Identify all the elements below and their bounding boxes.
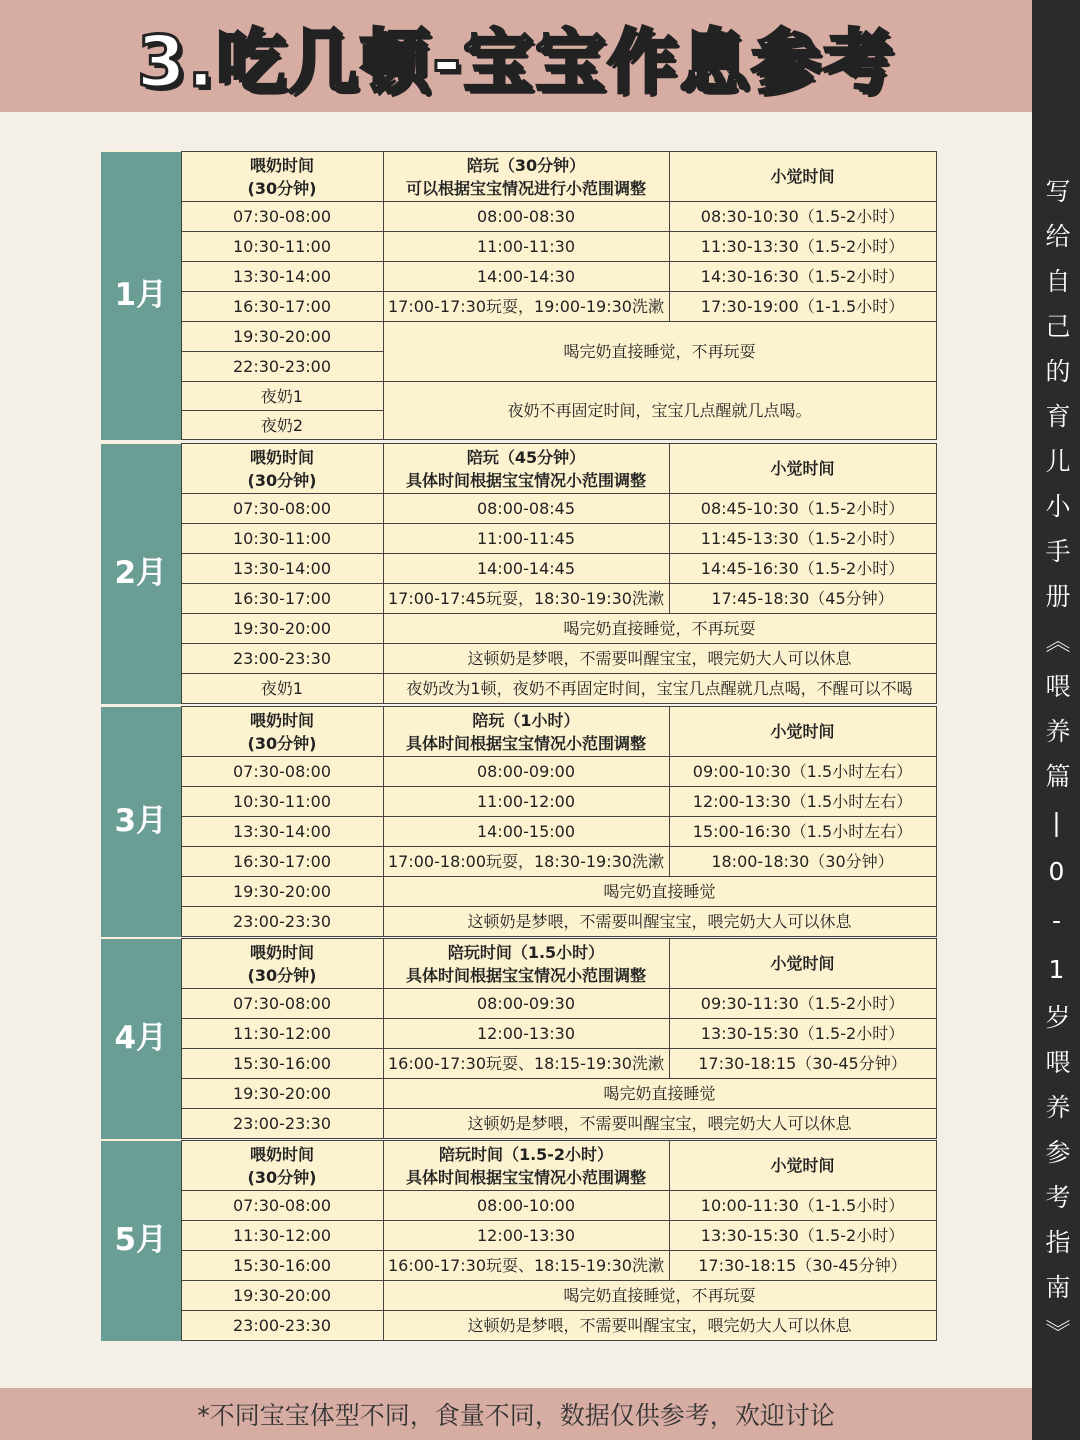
feed-cell: 16:30-17:00 (181, 292, 383, 322)
series-title: 写给自己的育儿小手册《喂养篇|0-1岁喂养参考指南》 (1042, 178, 1071, 1364)
nap-cell: 17:45-18:30（45分钟） (669, 584, 936, 614)
feed-cell: 07:30-08:00 (181, 757, 383, 787)
header-feed: 喂奶时间 (30分钟) (181, 444, 383, 494)
series-sidebar (1032, 0, 1080, 1440)
month-label: 5月 (101, 1141, 181, 1341)
nap-cell: 17:30-19:00（1-1.5小时） (669, 292, 936, 322)
feed-cell: 15:30-16:00 (181, 1251, 383, 1281)
feed-cell: 夜奶1 (181, 674, 383, 704)
play-cell: 12:00-13:30 (383, 1019, 669, 1049)
play-cell: 08:00-08:45 (383, 494, 669, 524)
play-cell: 17:00-17:30玩耍，19:00-19:30洗漱 (383, 292, 669, 322)
feed-cell: 10:30-11:00 (181, 232, 383, 262)
month-label: 1月 (101, 152, 181, 440)
feed-cell: 10:30-11:00 (181, 787, 383, 817)
merged-note-cell: 喝完奶直接睡觉，不再玩耍 (383, 614, 936, 644)
header-play: 陪玩时间（1.5小时） 具体时间根据宝宝情况小范围调整 (383, 939, 669, 989)
nap-cell: 08:30-10:30（1.5-2小时） (669, 202, 936, 232)
nap-cell: 18:00-18:30（30分钟） (669, 847, 936, 877)
feed-cell: 23:00-23:30 (181, 1109, 383, 1139)
play-cell: 11:00-11:30 (383, 232, 669, 262)
feed-cell: 16:30-17:00 (181, 584, 383, 614)
feed-cell: 夜奶2 (181, 411, 383, 440)
feed-cell: 13:30-14:00 (181, 817, 383, 847)
nap-cell: 14:45-16:30（1.5-2小时） (669, 554, 936, 584)
header-feed: 喂奶时间 (30分钟) (181, 707, 383, 757)
schedule-table-month-2 (101, 443, 937, 704)
header-play: 陪玩时间（1.5-2小时） 具体时间根据宝宝情况小范围调整 (383, 1141, 669, 1191)
feed-cell: 19:30-20:00 (181, 1281, 383, 1311)
merged-note-cell: 夜奶不再固定时间，宝宝几点醒就几点喝。 (383, 382, 936, 440)
schedule-table-month-3 (101, 706, 937, 937)
feed-cell: 19:30-20:00 (181, 614, 383, 644)
month-label: 4月 (101, 939, 181, 1139)
nap-cell: 08:45-10:30（1.5-2小时） (669, 494, 936, 524)
feed-cell: 13:30-14:00 (181, 554, 383, 584)
header-feed: 喂奶时间 (30分钟) (181, 939, 383, 989)
feed-cell: 22:30-23:00 (181, 352, 383, 382)
header-nap: 小觉时间 (669, 152, 936, 202)
play-cell: 16:00-17:30玩耍、18:15-19:30洗漱 (383, 1251, 669, 1281)
feed-cell: 11:30-12:00 (181, 1221, 383, 1251)
play-cell: 08:00-09:00 (383, 757, 669, 787)
feed-cell: 23:00-23:30 (181, 1311, 383, 1341)
feed-cell: 10:30-11:00 (181, 524, 383, 554)
nap-cell: 13:30-15:30（1.5-2小时） (669, 1221, 936, 1251)
feed-cell: 15:30-16:00 (181, 1049, 383, 1079)
header-feed: 喂奶时间 (30分钟) (181, 152, 383, 202)
merged-note-cell: 喝完奶直接睡觉 (383, 1079, 936, 1109)
nap-cell: 09:00-10:30（1.5小时左右） (669, 757, 936, 787)
feed-cell: 23:00-23:30 (181, 907, 383, 937)
feed-cell: 07:30-08:00 (181, 989, 383, 1019)
play-cell: 17:00-18:00玩耍，18:30-19:30洗漱 (383, 847, 669, 877)
schedule-table-month-4 (101, 938, 937, 1139)
merged-note-cell: 这顿奶是梦喂，不需要叫醒宝宝，喂完奶大人可以休息 (383, 644, 936, 674)
header-feed: 喂奶时间 (30分钟) (181, 1141, 383, 1191)
play-cell: 11:00-12:00 (383, 787, 669, 817)
feed-cell: 07:30-08:00 (181, 494, 383, 524)
play-cell: 08:00-08:30 (383, 202, 669, 232)
play-cell: 14:00-14:45 (383, 554, 669, 584)
feed-cell: 16:30-17:00 (181, 847, 383, 877)
month-label: 2月 (101, 444, 181, 704)
merged-note-cell: 喝完奶直接睡觉，不再玩耍 (383, 322, 936, 382)
play-cell: 12:00-13:30 (383, 1221, 669, 1251)
play-cell: 08:00-09:30 (383, 989, 669, 1019)
header-nap: 小觉时间 (669, 707, 936, 757)
header-play: 陪玩（45分钟） 具体时间根据宝宝情况小范围调整 (383, 444, 669, 494)
disclaimer-footer (0, 1388, 1032, 1440)
play-cell: 14:00-15:00 (383, 817, 669, 847)
feed-cell: 夜奶1 (181, 382, 383, 411)
nap-cell: 15:00-16:30（1.5小时左右） (669, 817, 936, 847)
merged-note-cell: 夜奶改为1顿，夜奶不再固定时间，宝宝几点醒就几点喝，不醒可以不喝 (383, 674, 936, 704)
schedule-table-month-5 (101, 1140, 937, 1341)
nap-cell: 17:30-18:15（30-45分钟） (669, 1251, 936, 1281)
month-label: 3月 (101, 707, 181, 937)
header-nap: 小觉时间 (669, 1141, 936, 1191)
header-nap: 小觉时间 (669, 939, 936, 989)
feed-cell: 23:00-23:30 (181, 644, 383, 674)
play-cell: 11:00-11:45 (383, 524, 669, 554)
feed-cell: 07:30-08:00 (181, 1191, 383, 1221)
nap-cell: 12:00-13:30（1.5小时左右） (669, 787, 936, 817)
nap-cell: 17:30-18:15（30-45分钟） (669, 1049, 936, 1079)
merged-note-cell: 这顿奶是梦喂，不需要叫醒宝宝，喂完奶大人可以休息 (383, 907, 936, 937)
play-cell: 08:00-10:00 (383, 1191, 669, 1221)
play-cell: 14:00-14:30 (383, 262, 669, 292)
nap-cell: 10:00-11:30（1-1.5小时） (669, 1191, 936, 1221)
feed-cell: 07:30-08:00 (181, 202, 383, 232)
nap-cell: 11:30-13:30（1.5-2小时） (669, 232, 936, 262)
play-cell: 17:00-17:45玩耍，18:30-19:30洗漱 (383, 584, 669, 614)
header-nap: 小觉时间 (669, 444, 936, 494)
feed-cell: 19:30-20:00 (181, 877, 383, 907)
feed-cell: 13:30-14:00 (181, 262, 383, 292)
merged-note-cell: 喝完奶直接睡觉 (383, 877, 936, 907)
nap-cell: 11:45-13:30（1.5-2小时） (669, 524, 936, 554)
merged-note-cell: 喝完奶直接睡觉，不再玩耍 (383, 1281, 936, 1311)
merged-note-cell: 这顿奶是梦喂，不需要叫醒宝宝，喂完奶大人可以休息 (383, 1311, 936, 1341)
header-play: 陪玩（1小时） 具体时间根据宝宝情况小范围调整 (383, 707, 669, 757)
nap-cell: 14:30-16:30（1.5-2小时） (669, 262, 936, 292)
feed-cell: 19:30-20:00 (181, 322, 383, 352)
header-play: 陪玩（30分钟） 可以根据宝宝情况进行小范围调整 (383, 152, 669, 202)
nap-cell: 13:30-15:30（1.5-2小时） (669, 1019, 936, 1049)
merged-note-cell: 这顿奶是梦喂，不需要叫醒宝宝，喂完奶大人可以休息 (383, 1109, 936, 1139)
schedule-table-month-1 (101, 151, 937, 440)
page-title: 3.吃几顿-宝宝作息参考 (136, 20, 896, 103)
feed-cell: 19:30-20:00 (181, 1079, 383, 1109)
nap-cell: 09:30-11:30（1.5-2小时） (669, 989, 936, 1019)
disclaimer-text: *不同宝宝体型不同，食量不同，数据仅供参考，欢迎讨论 (197, 1401, 835, 1430)
title-banner (0, 0, 1032, 112)
feed-cell: 11:30-12:00 (181, 1019, 383, 1049)
play-cell: 16:00-17:30玩耍、18:15-19:30洗漱 (383, 1049, 669, 1079)
